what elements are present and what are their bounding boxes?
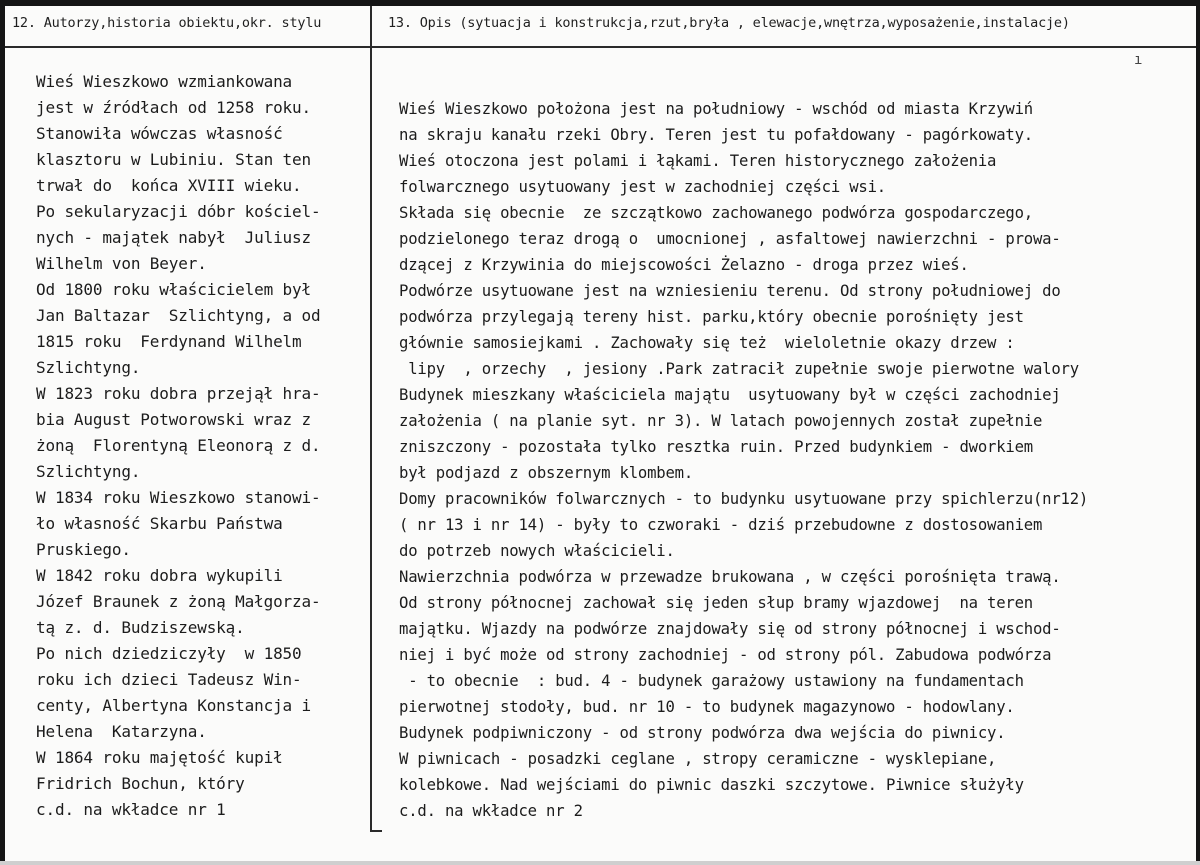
history-text-line: Wilhelm von Beyer.: [36, 254, 207, 273]
history-text-line: Po nich dziedziczyły w 1850: [36, 644, 302, 663]
history-text-line: ło własność Skarbu Państwa: [36, 514, 283, 533]
history-text-line: W 1842 roku dobra wykupili: [36, 566, 283, 585]
description-text-line: c.d. na wkładce nr 2: [399, 802, 583, 820]
history-text-line: W 1834 roku Wieszkowo stanowi-: [36, 488, 321, 507]
description-text-line: Budynek mieszkany właściciela majątu usytuowany był w części zachodniej: [399, 386, 1061, 404]
description-text-line: Składa się obecnie ze szczątkowo zachowanego podwórza gospodarczego,: [399, 204, 1033, 222]
description-text-line: podwórza przylegają tereny hist. parku,który obecnie porośnięty jest: [399, 308, 1024, 326]
history-text-line: c.d. na wkładce nr 1: [36, 800, 226, 819]
history-text-line: 1815 roku Ferdynand Wilhelm: [36, 332, 302, 351]
description-text-line: lipy , orzechy , jesiony .Park zatracił zupełnie swoje pierwotne walory: [399, 360, 1079, 378]
description-text-line: ( nr 13 i nr 14) - były to czworaki - dziś przebudowne z dostosowaniem: [399, 516, 1043, 534]
description-text-line: - to obecnie : bud. 4 - budynek garażowy ustawiony na fundamentach: [399, 672, 1024, 690]
history-text-line: Stanowiła wówczas własność: [36, 124, 283, 143]
history-text-line: Po sekularyzacji dóbr kościel-: [36, 202, 321, 221]
column-divider: [370, 6, 372, 832]
description-text-line: kolebkowe. Nad wejściami do piwnic daszki szczytowe. Piwnice służyły: [399, 776, 1024, 794]
history-text-line: jest w źródłach od 1258 roku.: [36, 98, 312, 117]
description-text-line: był podjazd z obszernym klombem.: [399, 464, 694, 482]
section-12-heading: 12. Autorzy,historia obiektu,okr. stylu: [12, 15, 322, 31]
history-text-line: żoną Florentyną Eleonorą z d.: [36, 436, 321, 455]
history-text-line: Józef Braunek z żoną Małgorza-: [36, 592, 321, 611]
history-text-line: Wieś Wieszkowo wzmiankowana: [36, 72, 293, 91]
scan-border-top: [0, 0, 1200, 6]
history-text-line: Od 1800 roku właścicielem był: [36, 280, 312, 299]
header-rule: [5, 46, 1196, 48]
history-text-line: roku ich dzieci Tadeusz Win-: [36, 670, 302, 689]
description-text-line: Budynek podpiwniczony - od strony podwórza dwa wejścia do piwnicy.: [399, 724, 1006, 742]
description-text-line: Wieś otoczona jest polami i łąkami. Teren historycznego założenia: [399, 152, 997, 170]
description-text-line: Nawierzchnia podwórza w przewadze brukowana , w części porośnięta trawą.: [399, 568, 1061, 586]
scan-border-right: [1196, 0, 1200, 865]
description-text-line: niej i być może od strony zachodniej - od strony pól. Zabudowa podwórza: [399, 646, 1052, 664]
history-text-line: Fridrich Bochun, który: [36, 774, 245, 793]
history-text-line: Pruskiego.: [36, 540, 131, 559]
column-divider-foot: [370, 830, 382, 832]
description-text-column: [399, 96, 1149, 824]
description-text-line: Od strony północnej zachował się jeden słup bramy wjazdowej na teren: [399, 594, 1033, 612]
history-text-line: W 1823 roku dobra przejął hra-: [36, 384, 321, 403]
history-text-line: bia August Potworowski wraz z: [36, 410, 312, 429]
history-text-line: Szlichtyng.: [36, 462, 141, 481]
description-text-line: Domy pracowników folwarcznych - to budynku usytuowane przy spichlerzu(nr12): [399, 490, 1089, 508]
scan-border-left: [0, 0, 5, 865]
history-text-column: [36, 69, 361, 823]
history-text-line: W 1864 roku majętość kupił: [36, 748, 283, 767]
history-text-line: tą z. d. Budziszewską.: [36, 618, 245, 637]
description-text-line: głównie samosiejkami . Zachowały się też wieloletnie okazy drzew :: [399, 334, 1015, 352]
description-text-line: pierwotnej stodoły, bud. nr 10 - to budynek magazynowo - hodowlany.: [399, 698, 1015, 716]
description-text-line: Wieś Wieszkowo położona jest na południowy - wschód od miasta Krzywiń: [399, 100, 1033, 118]
description-text-line: do potrzeb nowych właścicieli.: [399, 542, 675, 560]
history-text-line: Jan Baltazar Szlichtyng, a od: [36, 306, 321, 325]
history-text-line: klasztoru w Lubiniu. Stan ten: [36, 150, 312, 169]
section-13-heading: 13. Opis (sytuacja i konstrukcja,rzut,bryła , elewacje,wnętrza,wyposażenie,instalacje): [388, 15, 1070, 31]
margin-mark: ı: [1134, 52, 1143, 68]
description-text-line: na skraju kanału rzeki Obry. Teren jest tu pofałdowany - pagórkowaty.: [399, 126, 1033, 144]
description-text-line: założenia ( na planie syt. nr 3). W latach powojennych został zupełnie: [399, 412, 1043, 430]
history-text-line: nych - majątek nabył Juliusz: [36, 228, 312, 247]
history-text-line: Szlichtyng.: [36, 358, 141, 377]
history-text-line: Helena Katarzyna.: [36, 722, 207, 741]
description-text-line: W piwnicach - posadzki ceglane , stropy ceramiczne - wysklepiane,: [399, 750, 997, 768]
description-text-line: folwarcznego usytuowany jest w zachodniej części wsi.: [399, 178, 886, 196]
scan-border-bottom: [0, 861, 1200, 865]
description-text-line: Podwórze usytuowane jest na wzniesieniu terenu. Od strony południowej do: [399, 282, 1061, 300]
history-text-line: centy, Albertyna Konstancja i: [36, 696, 312, 715]
description-text-line: dzącej z Krzywinia do miejscowości Żelazno - droga przez wieś.: [399, 256, 969, 274]
description-text-line: podzielonego teraz drogą o umocnionej , asfaltowej nawierzchni - prowa-: [399, 230, 1061, 248]
description-text-line: majątku. Wjazdy na podwórze znajdowały się od strony północnej i wschod-: [399, 620, 1061, 638]
description-text-line: zniszczony - pozostała tylko resztka ruin. Przed budynkiem - dworkiem: [399, 438, 1033, 456]
history-text-line: trwał do końca XVIII wieku.: [36, 176, 302, 195]
